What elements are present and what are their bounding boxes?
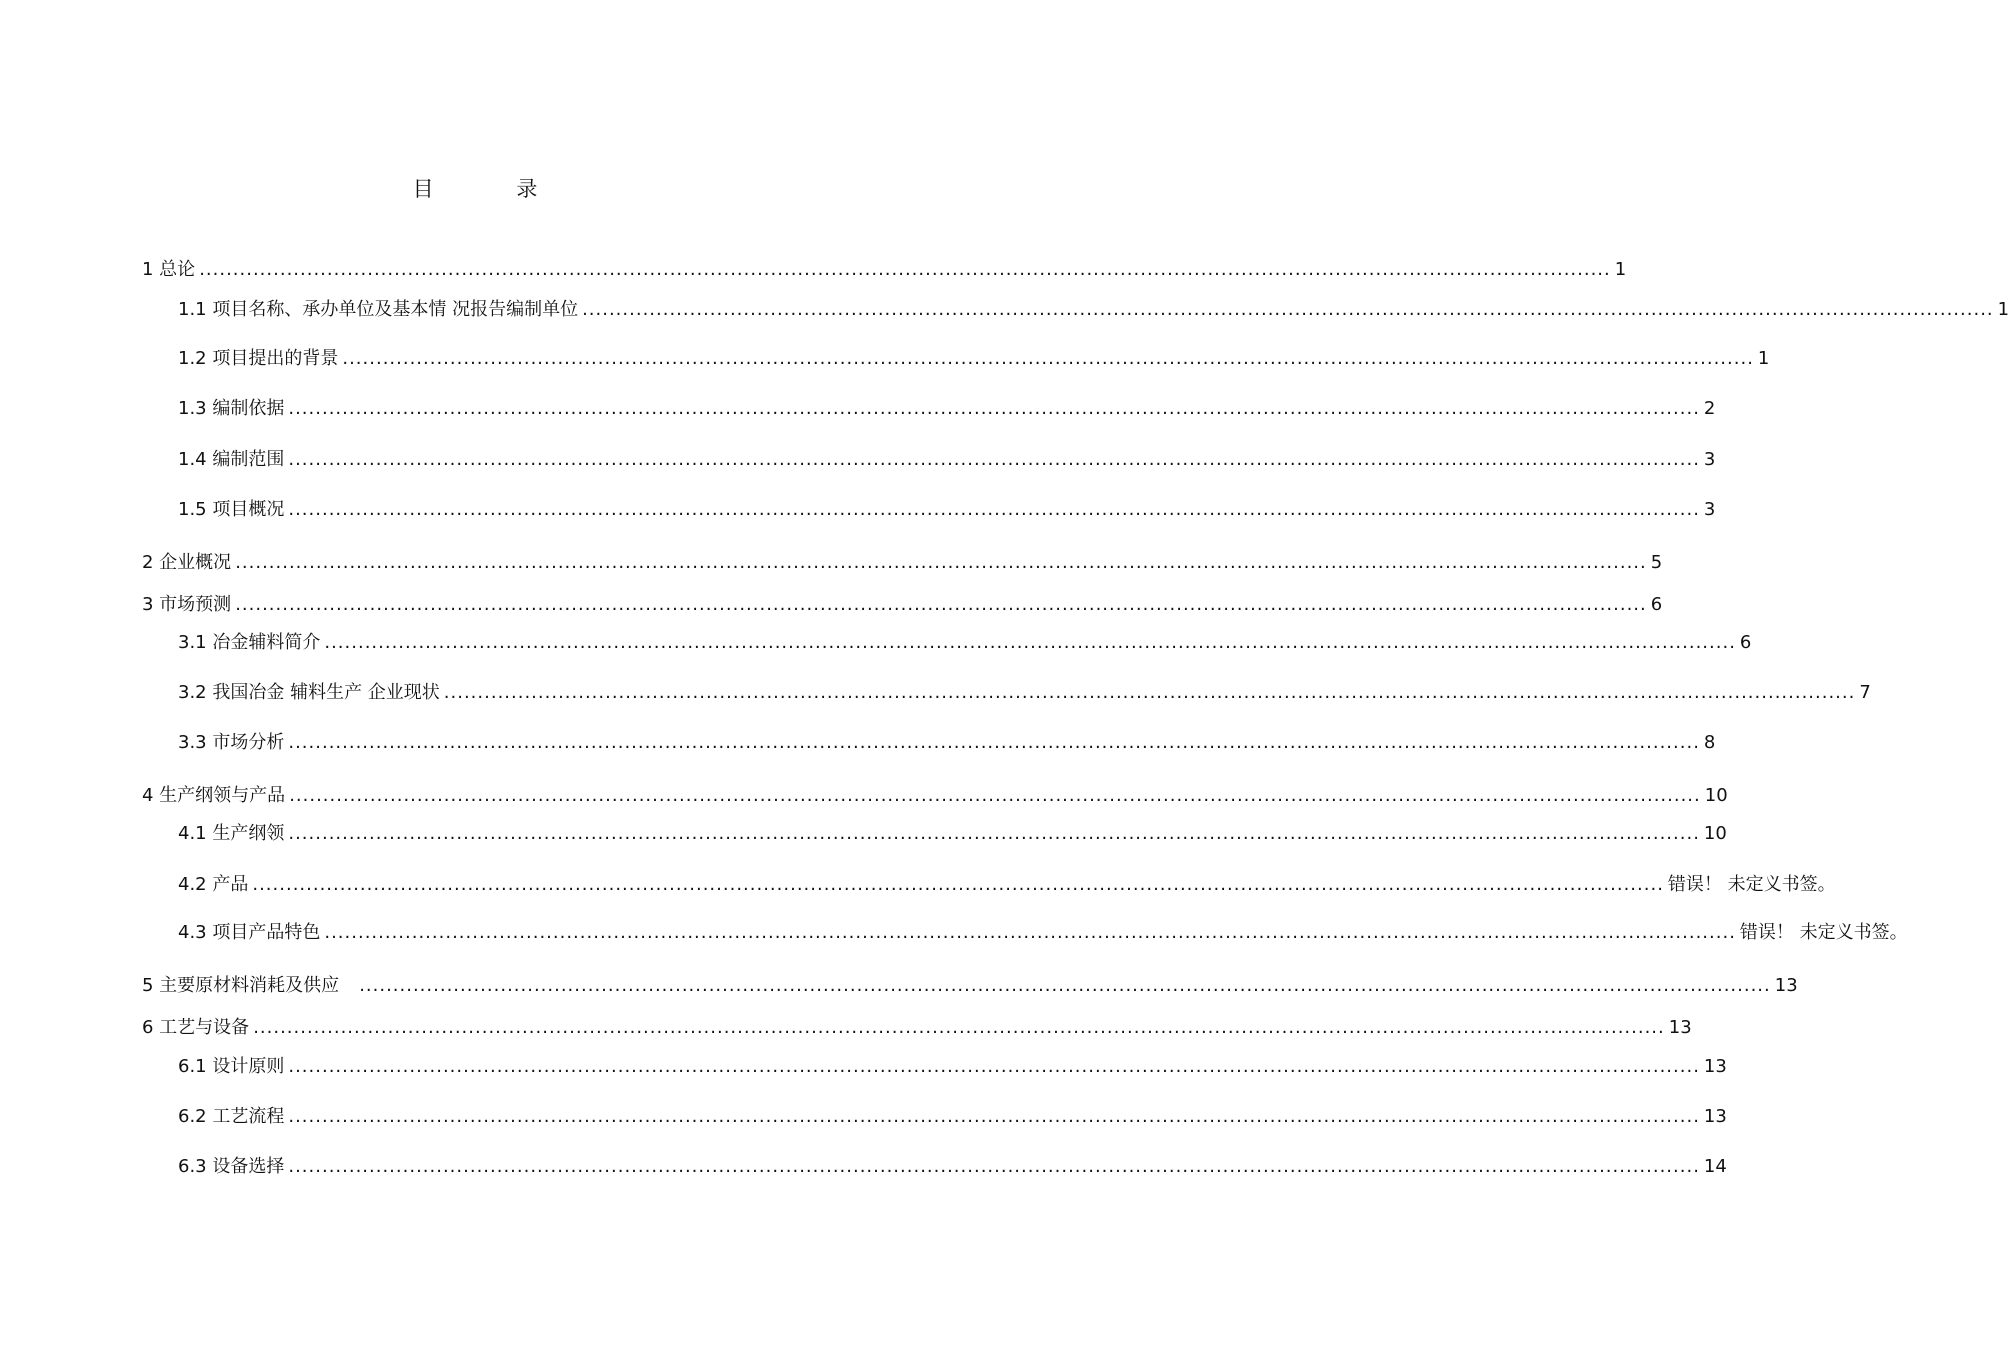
toc-entry-label: 4.2 产品 bbox=[178, 874, 249, 895]
toc-entry-page: 13 bbox=[1703, 1106, 1727, 1127]
toc-dot-leader: .................................................................................................................................................................................................................. bbox=[324, 922, 1736, 943]
toc-entry-page: 14 bbox=[1703, 1156, 1727, 1177]
toc-dot-leader: .................................................................................................................................................................................................................. bbox=[342, 348, 1754, 369]
page-title: 目 录 bbox=[412, 177, 576, 201]
toc-entry-page: 10 bbox=[1704, 785, 1728, 806]
toc-dot-leader: .................................................................................................................................................................................................................. bbox=[443, 682, 1856, 703]
toc-entry-label: 6.2 工艺流程 bbox=[178, 1106, 285, 1127]
toc-dot-leader: .................................................................................................................................................................................................................. bbox=[288, 732, 1700, 753]
toc-entry-label: 1.2 项目提出的背景 bbox=[178, 348, 339, 369]
toc-entry-label: 1.3 编制依据 bbox=[178, 398, 285, 419]
toc-entry[interactable] bbox=[178, 873, 1836, 897]
toc-dot-leader: .................................................................................................................................................................................................................. bbox=[324, 632, 1736, 653]
toc-entry-page: 错误！ 未定义书签。 bbox=[1667, 874, 1836, 895]
toc-entry[interactable] bbox=[178, 397, 1716, 421]
toc-entry-label: 1 总论 bbox=[142, 259, 196, 280]
toc-entry-label: 3 市场预测 bbox=[142, 594, 232, 615]
toc-entry-label: 4.1 生产纲领 bbox=[178, 823, 285, 844]
toc-entry[interactable] bbox=[178, 631, 1752, 655]
toc-entry[interactable] bbox=[178, 298, 2009, 322]
toc-entry-page: 7 bbox=[1859, 682, 1871, 703]
toc-dot-leader: .................................................................................................................................................................................................................. bbox=[199, 259, 1611, 280]
toc-entry[interactable] bbox=[178, 921, 1908, 945]
toc-dot-leader: .................................................................................................................................................................................................................. bbox=[288, 823, 1700, 844]
toc-entry-page: 13 bbox=[1703, 1056, 1727, 1077]
toc-entry-label: 4 生产纲领与产品 bbox=[142, 785, 286, 806]
toc-dot-leader: .................................................................................................................................................................................................................. bbox=[253, 1017, 1665, 1038]
toc-entry-label: 6 工艺与设备 bbox=[142, 1017, 250, 1038]
toc-entry[interactable] bbox=[142, 974, 1798, 998]
toc-entry[interactable] bbox=[142, 551, 1663, 575]
toc-entry-label: 2 企业概况 bbox=[142, 552, 232, 573]
toc-dot-leader: .................................................................................................................................................................................................................. bbox=[288, 1106, 1700, 1127]
toc-entry[interactable] bbox=[178, 731, 1716, 755]
toc-entry-label: 3.3 市场分析 bbox=[178, 732, 285, 753]
toc-entry-label: 6.1 设计原则 bbox=[178, 1056, 285, 1077]
toc-entry[interactable] bbox=[142, 258, 1627, 282]
toc-entry[interactable] bbox=[142, 1016, 1692, 1040]
toc-entry-page: 5 bbox=[1650, 552, 1663, 573]
toc-entry-label: 1.5 项目概况 bbox=[178, 499, 285, 520]
toc-entry-page: 2 bbox=[1703, 398, 1716, 419]
toc-dot-leader: .................................................................................................................................................................................................................. bbox=[288, 1056, 1700, 1077]
toc-dot-leader: .................................................................................................................................................................................................................. bbox=[235, 552, 1647, 573]
toc-entry-page: 13 bbox=[1668, 1017, 1692, 1038]
toc-dot-leader: .................................................................................................................................................................................................................. bbox=[359, 975, 1771, 996]
toc-dot-leader: .................................................................................................................................................................................................................. bbox=[235, 594, 1647, 615]
toc-dot-leader: .................................................................................................................................................................................................................. bbox=[252, 874, 1664, 895]
toc-entry-label: 1.4 编制范围 bbox=[178, 449, 285, 470]
toc-entry-page: 1 bbox=[1997, 299, 2009, 320]
toc-entry[interactable] bbox=[178, 681, 1871, 705]
toc-entry[interactable] bbox=[178, 347, 1770, 371]
toc-entry[interactable] bbox=[178, 1155, 1727, 1179]
toc-entry-label: 3.1 冶金辅料简介 bbox=[178, 632, 321, 653]
toc-entry-page: 6 bbox=[1650, 594, 1663, 615]
toc-entry[interactable] bbox=[142, 784, 1728, 808]
toc-entry[interactable] bbox=[178, 822, 1727, 846]
toc-entry[interactable] bbox=[178, 1105, 1727, 1129]
toc-entry-label: 6.3 设备选择 bbox=[178, 1156, 285, 1177]
toc-entry[interactable] bbox=[178, 1055, 1727, 1079]
toc-entry[interactable] bbox=[142, 593, 1663, 617]
toc-dot-leader: .................................................................................................................................................................................................................. bbox=[288, 499, 1700, 520]
toc-entry-page: 13 bbox=[1774, 975, 1798, 996]
toc-entry-page: 错误！ 未定义书签。 bbox=[1739, 922, 1908, 943]
toc-entry-page: 6 bbox=[1739, 632, 1752, 653]
toc-entry[interactable] bbox=[178, 448, 1716, 472]
toc-entry[interactable] bbox=[178, 498, 1716, 522]
toc-entry-page: 1 bbox=[1614, 259, 1627, 280]
toc-entry-label: 5 主要原材料消耗及供应 bbox=[142, 975, 340, 996]
toc-entry-page: 1 bbox=[1757, 348, 1770, 369]
toc-entry-page: 10 bbox=[1703, 823, 1727, 844]
toc-entry-label: 1.1 项目名称、承办单位及基本情 况报告编制单位 bbox=[178, 299, 579, 320]
toc-dot-leader: .................................................................................................................................................................................................................. bbox=[288, 398, 1700, 419]
toc-dot-leader: .................................................................................................................................................................................................................. bbox=[288, 449, 1700, 470]
toc-entry-page: 3 bbox=[1703, 499, 1716, 520]
toc-dot-leader: .................................................................................................................................................................................................................. bbox=[288, 1156, 1700, 1177]
toc-entry-label: 3.2 我国冶金 辅料生产 企业现状 bbox=[178, 682, 440, 703]
toc-entry-label: 4.3 项目产品特色 bbox=[178, 922, 321, 943]
toc-entry-page: 8 bbox=[1703, 732, 1716, 753]
toc-dot-leader: .................................................................................................................................................................................................................. bbox=[582, 299, 1994, 320]
toc-dot-leader: .................................................................................................................................................................................................................. bbox=[289, 785, 1701, 806]
toc-entry-page: 3 bbox=[1703, 449, 1716, 470]
